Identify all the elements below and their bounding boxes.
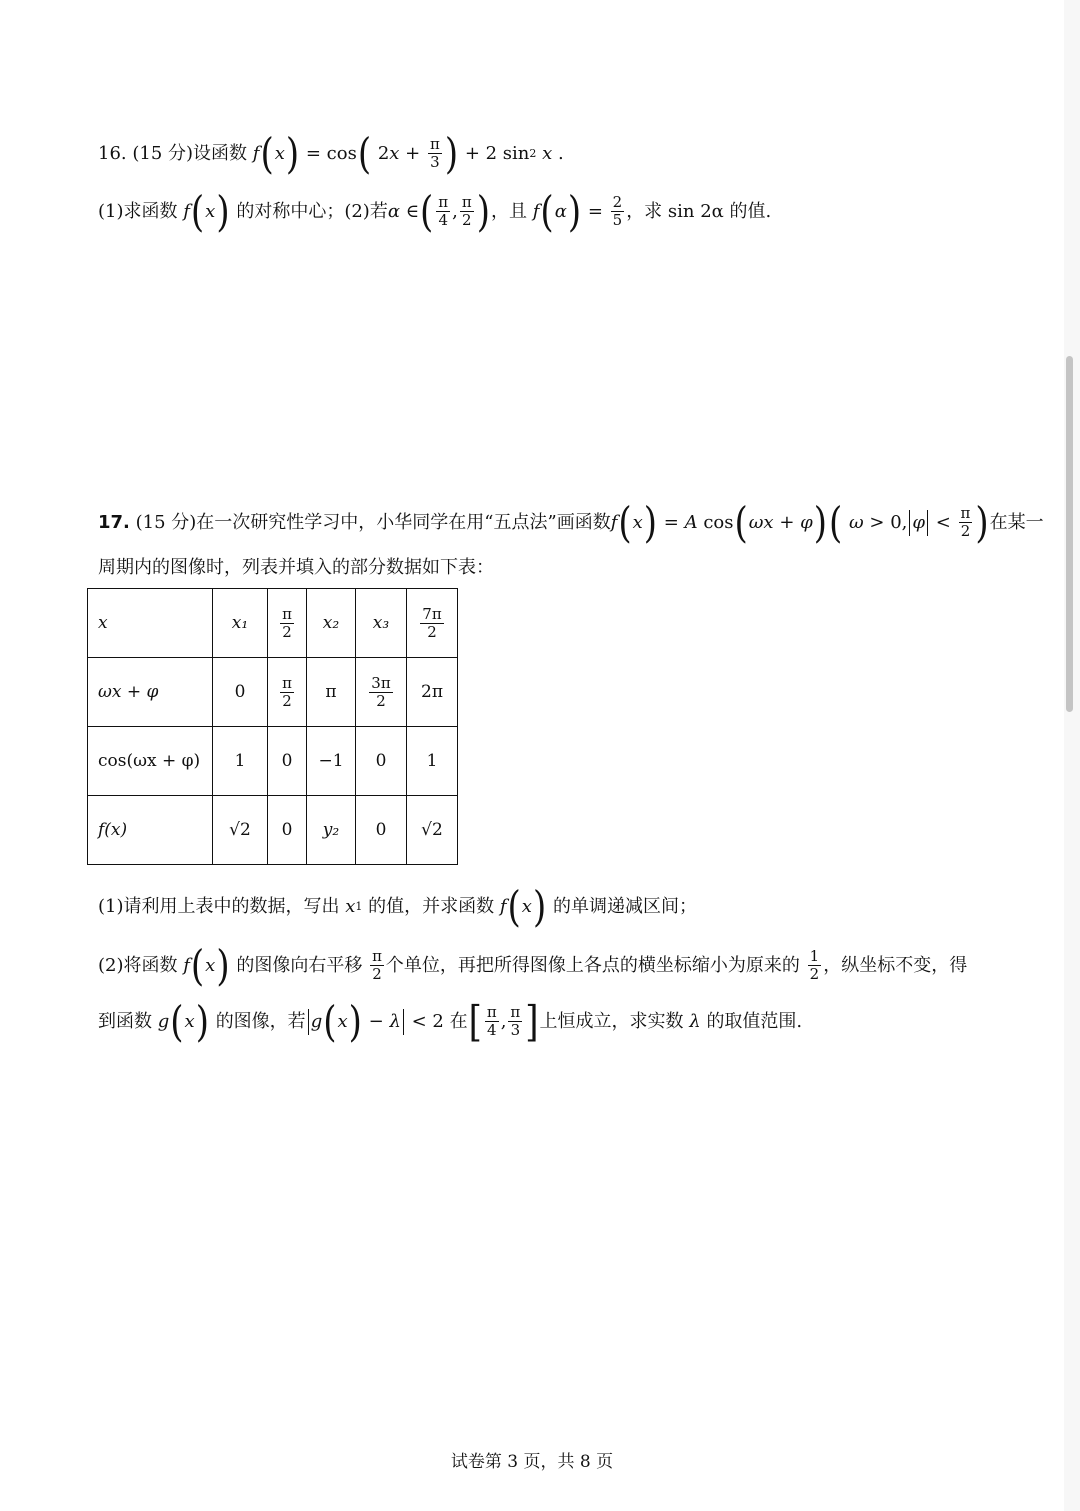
table-row	[88, 727, 458, 796]
q16-part2-tail: ，求 sin 2α 的值.	[626, 200, 772, 222]
q17-part2-line2: 到函数 g ( x ) 的图像，若 g ( x ) − λ < 2 在 [ $\frac{\pi}{4}$ , $\frac{\pi}{3}$ ] 上恒成立，求实数 λ 的取值范围.	[98, 996, 803, 1047]
table-cell: 1	[407, 727, 458, 796]
table-cell: x₂	[307, 589, 356, 658]
q17-part2-c: 个单位，再把所得图像上各点的横坐标缩小为原来的	[385, 954, 800, 976]
q17-part1-c: 的单调递减区间；	[552, 896, 697, 917]
q17-part2-b: 的图像向右平移	[236, 954, 363, 976]
table-row	[88, 658, 458, 727]
q17-function-formula: f ( x ) = A cos ( ωx + φ ) ( ω > 0, φ < $\frac{\pi}{2}$ )	[610, 497, 989, 548]
q16-part1-tail: 的对称中心；	[236, 200, 345, 222]
q16-part1: (1)求函数	[98, 200, 178, 222]
q17-part2-line2-c: 在	[449, 1010, 468, 1032]
q17-part2-line2-e: 的取值范围.	[706, 1010, 803, 1032]
table-cell: 1	[213, 727, 268, 796]
table-cell: $\frac{7\pi}{2}$	[407, 589, 458, 658]
table-cell: $\frac{\pi}{2}$	[268, 589, 307, 658]
table-row	[88, 796, 458, 865]
q16-line2: (1)求函数 f ( x ) 的对称中心； (2)若 α ∈ ( $\frac{\pi}{4}$ , $\frac{\pi}{2}$ ) ，且 f ( α ) = $\frac{2}{5}$ ，求 sin 2α 的值.	[98, 186, 772, 237]
q17-intro: 在一次研究性学习中，小华同学在用“五点法”画函数	[196, 511, 611, 533]
q16-line1	[98, 128, 564, 179]
q17-part2-line2-a: 到函数	[98, 1010, 152, 1032]
five-point-table	[87, 588, 458, 865]
table-cell: 0	[356, 727, 407, 796]
q17-part2-line2-d: 上恒成立，求实数	[539, 1010, 684, 1032]
q17-part2-d: ，纵坐标不变，得	[823, 954, 968, 976]
table-cell: $\frac{\pi}{2}$	[268, 658, 307, 727]
scrollbar-thumb[interactable]	[1066, 356, 1073, 712]
page-footer: 试卷第 3 页，共 8 页	[450, 1452, 614, 1472]
q17-part2-a: (2)将函数	[98, 954, 178, 976]
q16-f-alpha: f ( α ) = $\frac{2}{5}$	[532, 186, 623, 237]
q17-part1-b: 的值，并求函数	[368, 896, 495, 917]
table-cell: x₃	[356, 589, 407, 658]
q17-intro-tail: 在某一	[989, 511, 1044, 533]
table-cell: $\frac{3\pi}{2}$	[356, 658, 407, 727]
table-cell: 2π	[407, 658, 458, 727]
table-cell: y₂	[307, 796, 356, 865]
q16-part2-cond: ，且	[491, 200, 528, 222]
q16-score: (15 分)	[132, 142, 194, 164]
q17-part1-a: (1)请利用上表中的数据，写出	[98, 896, 340, 917]
q17-line2	[98, 556, 494, 580]
q17-part2-line1: (2)将函数 f ( x ) 的图像向右平移 $\frac{\pi}{2}$ 个单位，再把所得图像上各点的横坐标缩小为原来的 $\frac{1}{2}$ ，纵坐标不变，得	[98, 940, 968, 991]
q16-lead: 设函数	[193, 142, 248, 164]
table-cell: 0	[356, 796, 407, 865]
table-cell: 0	[268, 796, 307, 865]
q17-part2-line2-b: 的图像，若	[215, 1010, 306, 1032]
table-row	[88, 589, 458, 658]
table-header-f: f(x)	[88, 796, 213, 865]
q17-line1	[98, 497, 1044, 548]
scrollbar-track[interactable]	[1064, 0, 1080, 1511]
table-cell: √2	[213, 796, 268, 865]
q17-intro-line2: 周期内的图像时，列表并填入的部分数据如下表：	[98, 557, 494, 578]
table-cell: 0	[213, 658, 268, 727]
q16-number: 16.	[98, 142, 127, 164]
table-cell: π	[307, 658, 356, 727]
q16-alpha-range: α ∈ ( $\frac{\pi}{4}$ , $\frac{\pi}{2}$ )	[387, 186, 491, 237]
q17-part1: (1)请利用上表中的数据，写出 x 1 的值，并求函数 f ( x ) 的单调递减区间；	[98, 882, 697, 932]
table-cell: √2	[407, 796, 458, 865]
q17-number: 17.	[98, 511, 130, 533]
table-cell: 0	[268, 727, 307, 796]
table-cell: −1	[307, 727, 356, 796]
table-header-x: x	[88, 589, 213, 658]
table-header-phase: ωx + φ	[88, 658, 213, 727]
q16-function-formula: f ( x ) = cos ( 2 x + $\frac{\pi}{3}$ ) + 2 sin 2 x .	[252, 128, 564, 179]
table-cell: x₁	[213, 589, 268, 658]
q16-part2: (2)若	[344, 200, 388, 222]
table-header-cos: cos(ωx + φ)	[88, 727, 213, 796]
q17-score: (15 分)	[135, 511, 197, 533]
